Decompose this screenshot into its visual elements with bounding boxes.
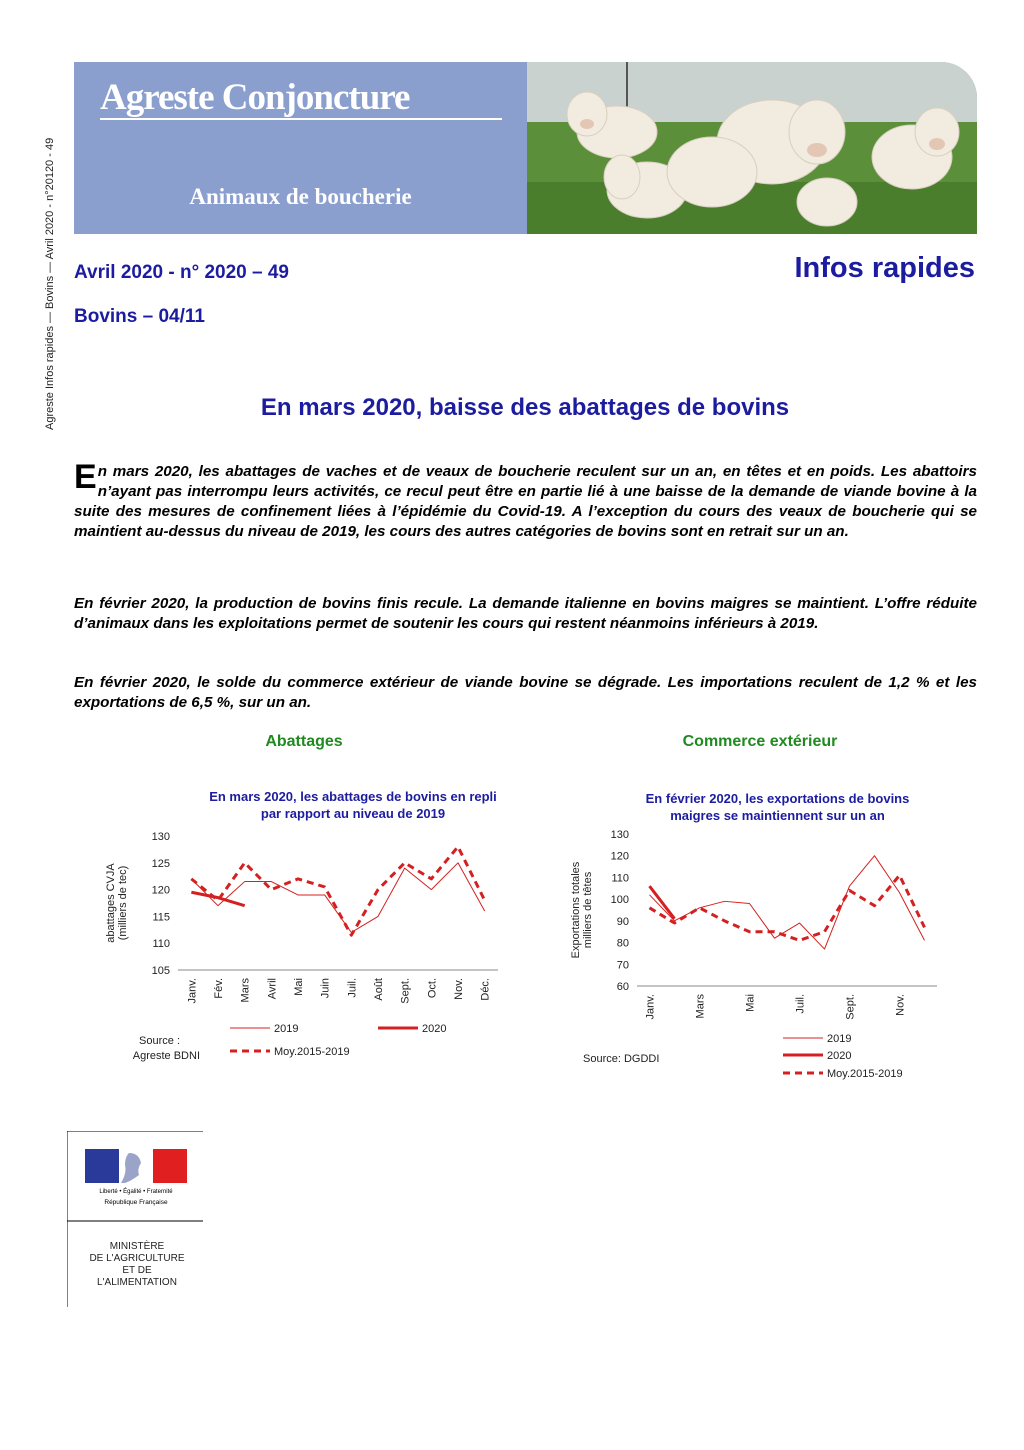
ministry-logo: [67, 1131, 203, 1307]
y-tick-label: 130: [151, 831, 170, 843]
y-tick-label: 110: [611, 872, 629, 885]
y-axis-label: milliers de têtes: [582, 871, 594, 949]
x-tick-label: Juil.: [794, 994, 807, 1014]
y-tick-label: 105: [151, 965, 170, 977]
x-tick-label: Avril: [266, 978, 279, 1000]
y-tick-label: 120: [151, 884, 170, 897]
chart-source: Agreste BDNI: [132, 1050, 200, 1062]
x-tick-label: Janv.: [186, 978, 199, 1004]
x-tick-label: Nov.: [894, 994, 907, 1016]
logo-graphic: [67, 1131, 203, 1307]
chart-abattages: [100, 822, 520, 1072]
series-line-moy20152019: [191, 847, 484, 935]
y-tick-label: 90: [616, 915, 629, 928]
series-line-2020: [191, 892, 244, 905]
y-tick-label: 70: [616, 959, 629, 972]
y-tick-label: 115: [152, 911, 170, 924]
chart-title-line: En février 2020, les exportations de bovins: [645, 791, 910, 806]
dropcap: E: [74, 458, 97, 496]
chart-section-heading-abattages: Abattages: [265, 733, 343, 750]
x-tick-label: Sept.: [844, 994, 857, 1020]
chart-title-line: En mars 2020, les abattages de bovins en repli: [209, 789, 497, 804]
infos-rapides-label: Infos rapides: [794, 252, 975, 284]
series-line-2019: [191, 863, 484, 933]
legend-label: 2020: [827, 1050, 852, 1062]
x-tick-label: Juil.: [346, 978, 359, 998]
cattle-photo: [527, 62, 977, 234]
x-tick-label: Mars: [694, 994, 707, 1019]
header-banner: [74, 62, 977, 234]
side-running-text: Agreste Infos rapides — Bovins — Avril 2020 - n°20120 - 49: [44, 137, 56, 430]
flag-red: [153, 1149, 187, 1183]
chart-source: Source: DGDDI: [583, 1053, 660, 1065]
x-tick-label: Déc.: [479, 978, 492, 1001]
x-tick-label: Mai: [293, 978, 305, 996]
banner-subtitle: Animaux de boucherie: [189, 184, 412, 209]
x-tick-label: Juin: [319, 978, 332, 999]
legend-label: 2019: [827, 1033, 852, 1045]
brand-title: Agreste Conjoncture: [100, 77, 410, 118]
x-tick-label: Oct.: [426, 978, 439, 999]
chart-commerce-exterieur: [565, 822, 955, 1084]
y-axis-label: Exportations totales: [570, 861, 582, 959]
legend-label: 2019: [274, 1023, 299, 1035]
paragraph-3: En février 2020, le solde du commerce extérieur de viande bovine se dégrade. Les importations reculent de 1,2 % et les exportations de 6,5 %, sur un an.: [74, 674, 977, 711]
chart-title-commerce: [600, 790, 955, 824]
banner-title-panel: [74, 62, 527, 234]
paragraph-1-text: n mars 2020, les abattages de vaches et de veaux de boucherie reculent sur un an, en têtes et en poids. Les abattoirs n’ayant pas interrompu leurs activités, ce recul peut être en partie lié à une baisse de la demande de viande bovine à la suite des mesures de confinement liées à l’épidémie du Covid-19. A l’exception du cours des veaux de boucherie qui se maintient au-dessus du niveau de 2019, les cours des autres catégories de bovins sont en retrait sur un an.: [74, 463, 977, 540]
issue-number: Avril 2020 - n° 2020 – 49: [74, 262, 289, 283]
y-tick-label: 110: [152, 938, 170, 951]
flag-blue: [85, 1149, 119, 1183]
legend-label: Moy.2015-2019: [274, 1046, 350, 1058]
x-tick-label: Janv.: [644, 994, 657, 1020]
brand-underline: [100, 118, 502, 120]
x-tick-label: Mai: [744, 994, 757, 1012]
y-tick-label: 80: [616, 937, 629, 950]
legend-label: Moy.2015-2019: [827, 1068, 903, 1080]
x-tick-label: Sept.: [399, 978, 412, 1004]
series-label: Bovins – 04/11: [74, 306, 205, 327]
chart-section-heading-commerce: Commerce extérieur: [682, 733, 838, 750]
ministry-line: ET DE: [122, 1265, 152, 1276]
x-tick-label: Nov.: [453, 978, 465, 1000]
y-tick-label: 120: [610, 850, 629, 863]
republic-motto: Liberté • Égalité • Fraternité: [99, 1189, 173, 1195]
chart-title-line: par rapport au niveau de 2019: [260, 806, 446, 821]
y-tick-label: 60: [616, 981, 629, 993]
chart-source: Source :: [139, 1035, 180, 1047]
ministry-line: L'ALIMENTATION: [97, 1277, 177, 1288]
x-tick-label: Août: [373, 978, 385, 1001]
republic-name: République Française: [104, 1199, 168, 1206]
ministry-line: DE L'AGRICULTURE: [89, 1253, 185, 1264]
chart-title-abattages: [168, 788, 538, 822]
y-tick-label: 130: [610, 829, 629, 841]
x-tick-label: Fév.: [213, 978, 225, 999]
y-axis-label: abattages CVJA: [105, 863, 117, 943]
y-tick-label: 125: [151, 857, 170, 870]
x-tick-label: Mars: [239, 978, 252, 1003]
paragraph-2: En février 2020, la production de bovins finis recule. La demande italienne en bovins maigres se maintient. L’offre réduite d’animaux dans les exploitations permet de soutenir les cours qui restent néanmoins inférieurs à 2019.: [74, 595, 977, 632]
legend-label: 2020: [422, 1023, 447, 1035]
chart-title-line: maigres se maintiennent sur un an: [670, 808, 885, 823]
y-tick-label: 100: [610, 894, 629, 907]
page-headline: En mars 2020, baisse des abattages de bovins: [260, 394, 790, 421]
series-line-2019: [650, 856, 925, 949]
ministry-line: MINISTÈRE: [109, 1241, 165, 1252]
y-axis-label: (milliers de tec): [117, 865, 129, 941]
paragraph-1: [74, 458, 977, 542]
